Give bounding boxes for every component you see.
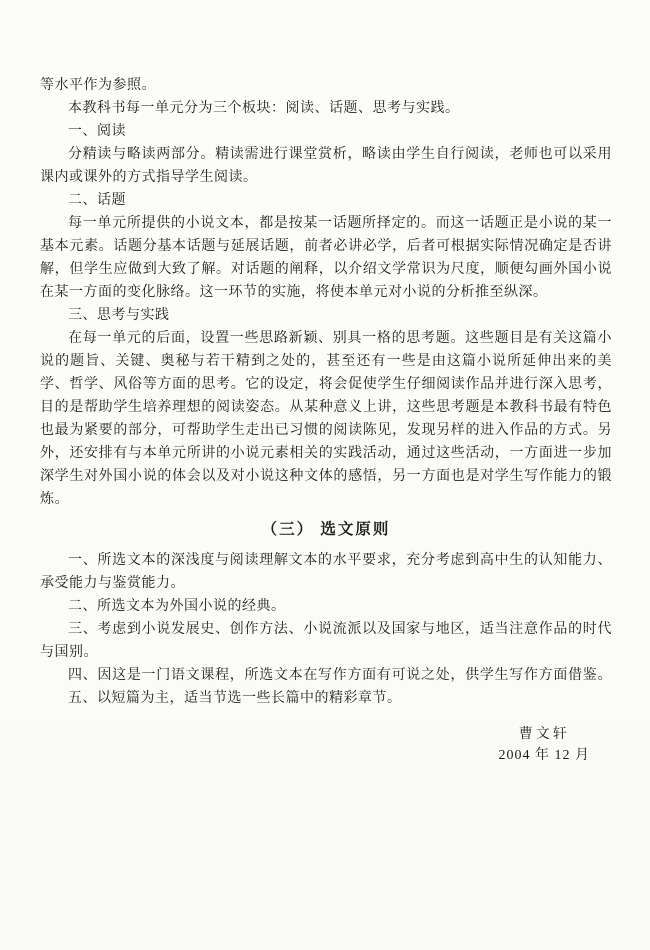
text-line: 分精读与略读两部分。精读需进行课堂赏析，略读由学生自行阅读，老师也可以采用 <box>68 147 612 162</box>
signature-block <box>499 724 591 766</box>
text-line: 三、考虑到小说发展史、创作方法、小说流派以及国家与地区，适当注意作品的时代 <box>68 622 612 637</box>
section-heading: （三） 选文原则 <box>261 521 391 538</box>
text-line: 与国别。 <box>40 645 98 660</box>
text-line: 目的是帮助学生培养理想的阅读姿态。从某种意义上讲，这些思考题是本教科书最有特色 <box>40 400 612 415</box>
text-line: 每一单元所提供的小说文本，都是按某一话题所择定的。而这一话题正是小说的某一 <box>68 216 612 231</box>
sub-heading: 二、话题 <box>68 193 126 208</box>
signature-author: 曹文轩 <box>518 727 570 742</box>
text-line: 等水平作为参照。 <box>40 78 156 93</box>
text-line: 说的题旨、关键、奥秘与若干精到之处的，甚至还有一些是由这篇小说所延伸出来的美 <box>40 354 612 369</box>
text-line: 深学生对外国小说的体会以及对小说这种文体的感悟，另一方面也是对学生写作能力的锻 <box>40 469 612 484</box>
text-line: 在每一单元的后面，设置一些思路新颖、别具一格的思考题。这些题目是有关这篇小 <box>68 331 612 346</box>
text-line: 学、哲学、风俗等方面的思考。它的设定，将会促使学生仔细阅读作品并进行深入思考， <box>40 377 612 392</box>
text-line: 外，还安排有与本单元所讲的小说元素相关的实践活动，通过这些活动，一方面进一步加 <box>40 446 612 461</box>
text-line: 也最为紧要的部分，可帮助学生走出已习惯的阅读陈见，发现另样的进入作品的方式。另 <box>40 423 612 438</box>
text-line: 一、所选文本的深浅度与阅读理解文本的水平要求，充分考虑到高中生的认知能力、 <box>68 553 612 568</box>
text-line: 在某一方面的变化脉络。这一环节的实施，将使本单元对小说的分析推至纵深。 <box>40 285 548 300</box>
sub-heading: 一、阅读 <box>68 124 126 139</box>
text-line: 解，但学生应做到大致了解。对话题的阐释，以介绍文学常识为尺度，顺便勾画外国小说 <box>40 262 612 277</box>
text-line: 二、所选文本为外国小说的经典。 <box>68 599 286 614</box>
text-line: 四、因这是一门语文课程，所选文本在写作方面有可说之处，供学生写作方面借鉴。 <box>68 668 612 683</box>
text-line: 承受能力与鉴赏能力。 <box>40 576 185 591</box>
document-body <box>40 74 612 710</box>
text-line: 本教科书每一单元分为三个板块：阅读、话题、思考与实践。 <box>68 101 460 116</box>
text-line: 课内或课外的方式指导学生阅读。 <box>40 170 258 185</box>
text-line: 炼。 <box>40 492 69 507</box>
text-line: 五、以短篇为主，适当节选一些长篇中的精彩章节。 <box>68 691 402 706</box>
signature-date: 2004 年 12 月 <box>498 748 590 763</box>
text-line: 基本元素。话题分基本话题与延展话题，前者必讲必学，后者可根据实际情况确定是否讲 <box>40 239 612 254</box>
sub-heading: 三、思考与实践 <box>68 308 170 323</box>
